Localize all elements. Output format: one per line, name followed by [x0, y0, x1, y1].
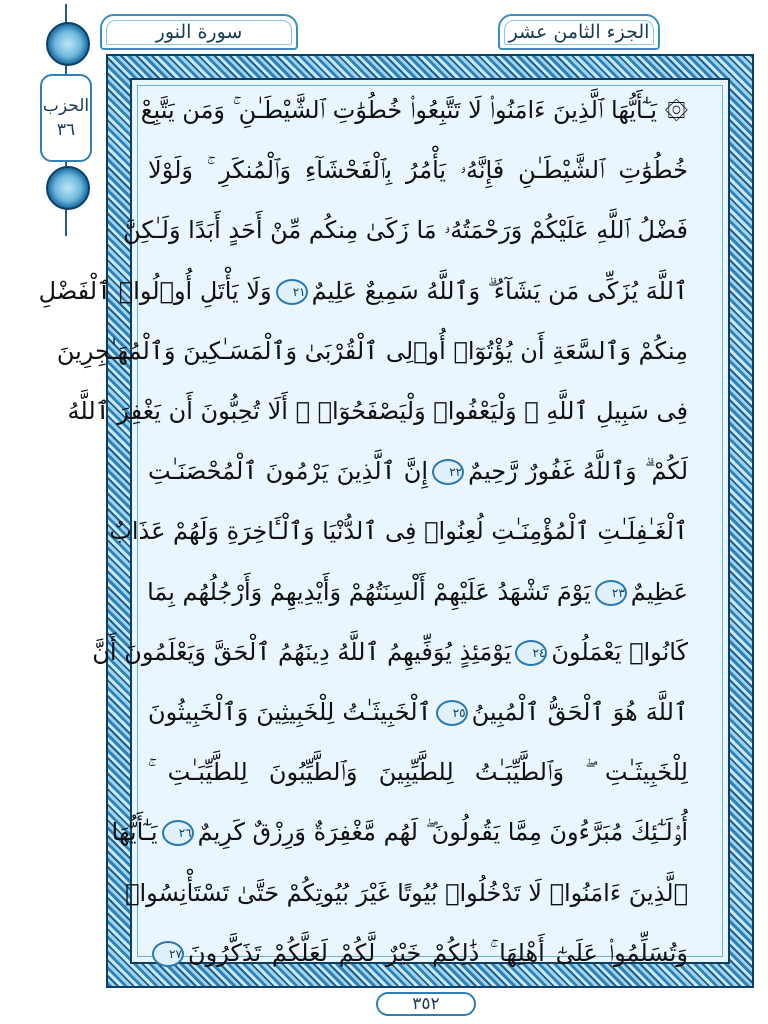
- ayah-number-marker: ٢٧: [152, 941, 184, 967]
- hizb-label: الحزب: [42, 96, 90, 116]
- verse-line: [38, 261, 688, 321]
- verse-text: ٱللَّهَ يُزَكِّى مَن يَشَآءُ ۗ وَٱللَّهُ سَمِيعٌ عَلِيمٌ: [311, 276, 688, 305]
- page-number: [376, 992, 476, 1016]
- ayah-number-marker: ٢٦: [162, 820, 194, 846]
- verse-text: ۞ يَـٰٓأَيُّهَا ٱلَّذِينَ ءَامَنُوا۟ لَا تَتَّبِعُوا۟ خُطُوَٰتِ ٱلشَّيْطَـٰنِ ۚ وَمَن يَتَّبِعْ: [140, 96, 688, 124]
- verse-text: إِنَّ ٱلَّذِينَ يَرْمُونَ ٱلْمُحْصَنَـٰتِ: [148, 457, 429, 486]
- hizb-number: ٣٦: [56, 120, 76, 140]
- page-number-label: ٣٥٢: [412, 994, 440, 1014]
- ayah-number-marker: ٢٢: [432, 459, 464, 485]
- verse-text: كَانُوا۟ يَعْمَلُونَ: [551, 637, 688, 666]
- verse-line: [148, 562, 688, 622]
- rosette-ornament-icon: [46, 22, 90, 66]
- rosette-ornament-icon: [46, 166, 90, 210]
- surah-label: سورة النور: [155, 21, 243, 43]
- verse-text: ٱلْغَـٰفِلَـٰتِ ٱلْمُؤْمِنَـٰتِ لُعِنُوا۟ فِى ٱلدُّنْيَا وَٱلْـَٔاخِرَةِ وَلَهُمْ عَذَابٌ: [109, 517, 688, 546]
- verse-line: [67, 381, 688, 441]
- verse-line: [125, 863, 688, 923]
- surah-header: [100, 14, 298, 50]
- verse-text: يَوْمَئِذٍ يُوَفِّيهِمُ ٱللَّهُ دِينَهُمُ ٱلْحَقَّ وَيَعْلَمُونَ أَنَّ: [92, 637, 512, 666]
- juz-label: الجزء الثامن عشر: [508, 21, 650, 43]
- verse-text: لَكُمْ ۗ وَٱللَّهُ غَفُورٌ رَّحِيمٌ: [468, 457, 689, 486]
- verse-line: [148, 140, 688, 200]
- verse-line: [111, 802, 688, 862]
- verse-text: وَتُسَلِّمُوا۟ عَلَىٰٓ أَهْلِهَا ۚ ذَٰلِكُمْ خَيْرٌ لَّكُمْ لَعَلَّكُمْ تَذَكَّرُونَ: [188, 938, 688, 967]
- verse-text: عَظِيمٌ: [630, 577, 688, 606]
- verse-text: ٱلَّذِينَ ءَامَنُوا۟ لَا تَدْخُلُوا۟ بُيُوتًا غَيْرَ بُيُوتِكُمْ حَتَّىٰ تَسْتَأْنِسُوا۟: [125, 878, 688, 907]
- verse-line: [148, 742, 688, 802]
- ayah-number-marker: ٢٣: [595, 580, 627, 606]
- verse-text: لِلْخَبِيثَـٰتِ ۖ وَٱلطَّيِّبَـٰتُ لِلطَّيِّبِينَ وَٱلطَّيِّبُونَ لِلطَّيِّبَـٰتِ ۚ: [148, 758, 688, 787]
- verse-line: [56, 321, 688, 381]
- verse-text: ٱللَّهَ هُوَ ٱلْحَقُّ ٱلْمُبِينُ: [471, 698, 688, 726]
- verse-text: يَوْمَ تَشْهَدُ عَلَيْهِمْ أَلْسِنَتُهُمْ وَأَيْدِيهِمْ وَأَرْجُلُهُم بِمَا: [147, 577, 591, 606]
- verse-text: وَلَا يَأْتَلِ أُو۟لُوا۟ ٱلْفَضْلِ: [38, 276, 272, 305]
- verse-text: فَضْلُ ٱللَّهِ عَلَيْكُمْ وَرَحْمَتُهُۥ مَا زَكَىٰ مِنكُم مِّنْ أَحَدٍ أَبَدًا وَلَـٰكِنَّ: [123, 216, 688, 245]
- verse-line: [148, 441, 688, 501]
- juz-header: [498, 14, 660, 50]
- verse-text: خُطُوَٰتِ ٱلشَّيْطَـٰنِ فَإِنَّهُۥ يَأْمُرُ بِٱلْفَحْشَآءِ وَٱلْمُنكَرِ ۚ وَلَوْلَا: [148, 156, 688, 185]
- verse-line: [148, 923, 688, 983]
- ayah-number-marker: ٢٤: [515, 640, 547, 666]
- ayah-number-marker: ٢١: [276, 279, 308, 305]
- verse-text: أُو۟لَـٰٓئِكَ مُبَرَّءُونَ مِمَّا يَقُولُونَ ۖ لَهُم مَّغْفِرَةٌ وَرِزْقٌ كَرِيمٌ: [197, 818, 688, 847]
- hizb-card: [40, 74, 92, 162]
- verse-text: فِى سَبِيلِ ٱللَّهِ ۖ وَلْيَعْفُوا۟ وَلْيَصْفَحُوٓا۟ ۗ أَلَا تُحِبُّونَ أَن يَغْفِرَ ٱللَّهُ: [67, 397, 688, 425]
- verse-line: [123, 200, 688, 260]
- verse-line: [109, 501, 688, 561]
- ayah-number-marker: ٢٥: [436, 700, 468, 726]
- verse-text: ٱلْخَبِيثَـٰتُ لِلْخَبِيثِينَ وَٱلْخَبِيثُونَ: [148, 698, 432, 726]
- verse-line: [140, 80, 688, 140]
- verse-line: [148, 682, 688, 742]
- hizb-marker: [36, 4, 96, 236]
- verse-line: [92, 622, 688, 682]
- verse-text: يَـٰٓأَيُّهَا: [111, 818, 158, 847]
- verse-text: مِنكُمْ وَٱلسَّعَةِ أَن يُؤْتُوٓا۟ أُو۟لِى ٱلْقُرْبَىٰ وَٱلْمَسَـٰكِينَ وَٱلْمُهَـٰجِرِينَ: [56, 336, 688, 365]
